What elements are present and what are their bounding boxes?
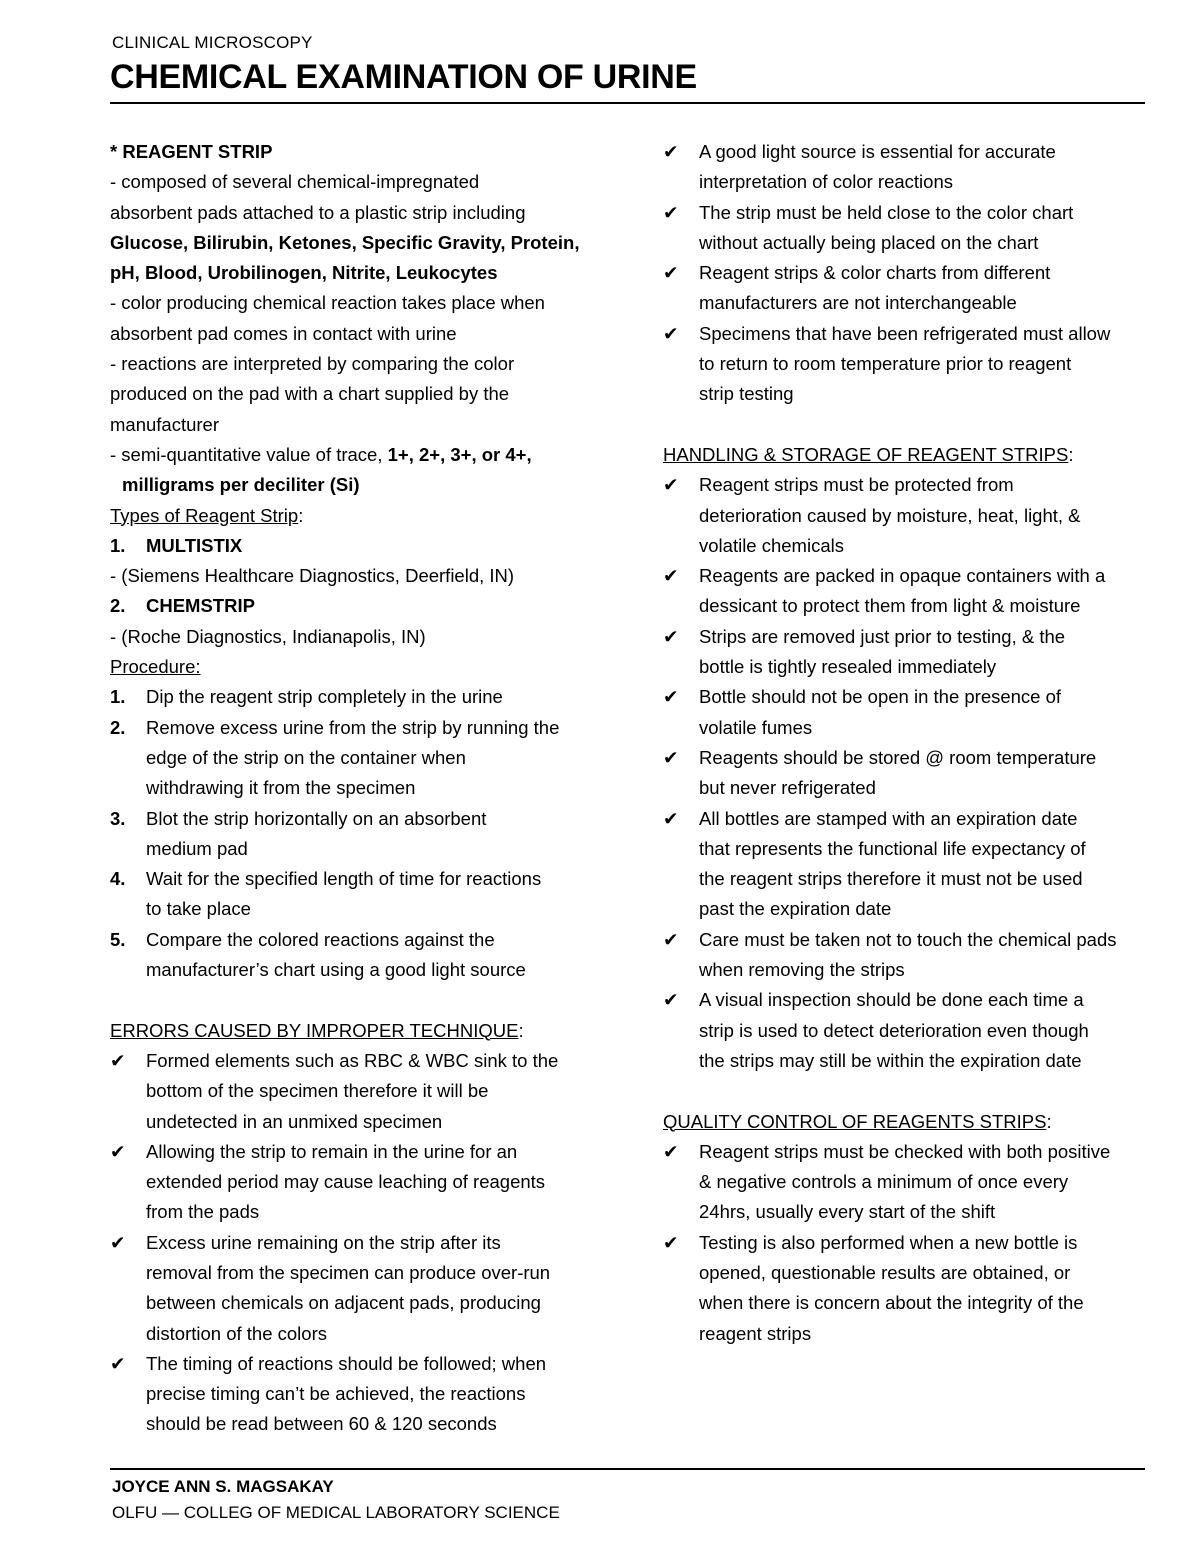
reagent-strip-heading: * REAGENT STRIP [110,141,273,162]
tip-item [663,258,1163,319]
qc-heading-colon: : [1046,1110,1052,1132]
tip-item [663,198,1163,259]
list-number: 5. [110,928,126,950]
tip-item [663,319,1163,410]
procedure-step [110,925,605,986]
list-item-line: past the expiration date [699,898,892,920]
list-item-line: from the pads [146,1201,260,1223]
error-item [110,1349,605,1440]
list-item-line: when removing the strips [699,959,905,981]
list-number: 2. [110,595,126,617]
list-number: 3. [110,807,126,829]
list-item-line: Specimens that have been refrigerated must allow [699,322,1111,344]
list-item-line: to return to room temperature prior to reagent [699,353,1072,375]
reagent-desc-line: - composed of several chemical-impregnated [110,171,480,193]
errors-heading-colon: : [518,1019,524,1041]
errors-heading: ERRORS CAUSED BY IMPROPER TECHNIQUE [110,1019,519,1041]
list-item-line: Reagent strips must be checked with both positive [699,1140,1111,1162]
list-item-line: strip testing [699,383,794,405]
types-heading-colon: : [298,504,304,526]
checkmark-icon: ✔ [110,1231,126,1253]
list-item-line: that represents the functional life expectancy of [699,837,1086,859]
types-heading: Types of Reagent Strip [110,504,299,526]
list-item-line: strip is used to detect deterioration even though [699,1019,1089,1041]
list-item-line: to take place [146,898,251,920]
handling-item [663,622,1163,683]
checkmark-icon: ✔ [663,1231,679,1253]
checkmark-icon: ✔ [663,746,679,768]
list-item-line: manufacturers are not interchangeable [699,292,1017,314]
semi-quantitative-values: 1+, 2+, 3+, or 4+, [387,443,532,465]
strip-type-maker: - (Roche Diagnostics, Indianapolis, IN) [110,625,426,647]
handling-item [663,470,1163,561]
list-item-line: Bottle should not be open in the presence of [699,686,1062,708]
header-divider [110,102,1145,104]
units-line: milligrams per deciliter (Si) [122,474,360,496]
handling-heading-line [663,440,1163,470]
qc-heading: QUALITY CONTROL OF REAGENTS STRIPS [663,1110,1047,1132]
checkmark-icon: ✔ [110,1140,126,1162]
list-item-line: but never refrigerated [699,777,876,799]
qc-item [663,1228,1163,1349]
list-item-line: removal from the specimen can produce over-run [146,1261,551,1283]
list-item-line: between chemicals on adjacent pads, producing [146,1292,541,1314]
semi-quantitative-text: - semi-quantitative value of trace, [110,443,388,465]
procedure-step [110,864,605,925]
list-item-line: Strips are removed just prior to testing, & the [699,625,1066,647]
list-item-line: deterioration caused by moisture, heat, light, & [699,504,1081,526]
list-number: 2. [110,716,126,738]
handling-heading: HANDLING & STORAGE OF REAGENT STRIPS [663,443,1069,465]
list-item-line: bottom of the specimen therefore it will be [146,1080,489,1102]
checkmark-icon: ✔ [663,686,679,708]
strip-type-maker: - (Siemens Healthcare Diagnostics, Deerfield, IN) [110,565,515,587]
checkmark-icon: ✔ [663,989,679,1011]
list-item-line: Excess urine remaining on the strip after its [146,1231,501,1253]
list-item-line: Care must be taken not to touch the chemical pads [699,928,1117,950]
list-item-line: precise timing can’t be achieved, the reactions [146,1383,526,1405]
strip-type-item [110,531,605,561]
reagent-desc-line: manufacturer [110,413,219,435]
strip-type-name: MULTISTIX [146,534,243,556]
error-item [110,1046,605,1137]
list-item-line: manufacturer’s chart using a good light source [146,959,526,981]
list-item-line: Dip the reagent strip completely in the urine [146,686,503,708]
handling-item [663,743,1163,804]
left-column [110,137,605,1440]
error-item [110,1228,605,1349]
reagent-desc-line: absorbent pad comes in contact with urine [110,322,457,344]
handling-item [663,925,1163,986]
list-item-line: A good light source is essential for accurate [699,141,1056,162]
semi-quantitative-line [110,440,605,470]
checkmark-icon: ✔ [663,928,679,950]
spacer [110,985,605,1015]
list-item-line: medium pad [146,837,248,859]
list-item-line: & negative controls a minimum of once every [699,1171,1069,1193]
reagent-desc-line: produced on the pad with a chart supplied by the [110,383,510,405]
list-item-line: Reagents are packed in opaque containers with a [699,565,1106,587]
list-item-line: distortion of the colors [146,1322,327,1344]
list-item-line: volatile chemicals [699,534,844,556]
checkmark-icon: ✔ [663,262,679,284]
checkmark-icon: ✔ [663,807,679,829]
right-column [663,137,1163,1349]
footer-divider [110,1468,1145,1470]
spacer [663,410,1163,440]
handling-item [663,804,1163,925]
qc-item [663,1137,1163,1228]
footer-school: OLFU — COLLEG OF MEDICAL LABORATORY SCIENCE [112,1503,560,1522]
list-number: 4. [110,868,126,890]
reagent-pads-list: Glucose, Bilirubin, Ketones, Specific Gravity, Protein, [110,231,580,253]
list-item-line: Reagents should be stored @ room temperature [699,746,1097,768]
list-item-line: the reagent strips therefore it must not be used [699,868,1083,890]
list-item-line: reagent strips [699,1322,812,1344]
strip-type-item [110,591,605,621]
list-item-line: 24hrs, usually every start of the shift [699,1201,996,1223]
spacer [663,1076,1163,1106]
checkmark-icon: ✔ [663,322,679,344]
reagent-desc-line: - reactions are interpreted by comparing the color [110,353,515,375]
error-item [110,1137,605,1228]
list-item-line: the strips may still be within the expiration date [699,1049,1082,1071]
types-heading-line [110,501,605,531]
checkmark-icon: ✔ [663,474,679,496]
list-item-line: Allowing the strip to remain in the urine for an [146,1140,518,1162]
checkmark-icon: ✔ [110,1049,126,1071]
checkmark-icon: ✔ [663,141,679,162]
list-item-line: extended period may cause leaching of reagents [146,1171,546,1193]
document-title: CHEMICAL EXAMINATION OF URINE [110,58,697,96]
list-item-line: without actually being placed on the chart [699,231,1039,253]
tip-item [663,137,1163,198]
list-item-line: edge of the strip on the container when [146,746,466,768]
list-item-line: volatile fumes [699,716,813,738]
checkmark-icon: ✔ [663,625,679,647]
list-item-line: Formed elements such as RBC & WBC sink to the [146,1049,559,1071]
list-item-line: Reagent strips & color charts from different [699,262,1051,284]
procedure-step [110,713,605,804]
handling-item [663,561,1163,622]
list-item-line: Testing is also performed when a new bottle is [699,1231,1078,1253]
list-item-line: Compare the colored reactions against the [146,928,495,950]
procedure-step [110,682,605,712]
handling-list [663,470,1163,1076]
strip-type-name: CHEMSTRIP [146,595,255,617]
reagent-desc-line: absorbent pads attached to a plastic strip including [110,201,526,223]
list-item-line: interpretation of color reactions [699,171,953,193]
list-item-line: The timing of reactions should be followed; when [146,1352,547,1374]
list-number: 1. [110,534,126,556]
footer-author: JOYCE ANN S. MAGSAKAY [112,1477,334,1496]
procedure-list [110,682,605,985]
handling-item [663,985,1163,1076]
list-item-line: dessicant to protect them from light & moisture [699,595,1081,617]
document-subject: CLINICAL MICROSCOPY [112,33,313,52]
procedure-heading-line [110,652,605,682]
checkmark-icon: ✔ [663,1140,679,1162]
list-item-line: undetected in an unmixed specimen [146,1110,443,1132]
list-item-line: should be read between 60 & 120 seconds [146,1413,497,1435]
list-item-line: withdrawing it from the specimen [146,777,416,799]
list-item-line: when there is concern about the integrity of the [699,1292,1084,1314]
reagent-desc-line: - color producing chemical reaction takes place when [110,292,545,314]
list-item-line: Remove excess urine from the strip by running the [146,716,560,738]
procedure-heading: Procedure: [110,656,201,678]
reagent-pads-list: pH, Blood, Urobilinogen, Nitrite, Leukocytes [110,262,498,284]
checkmark-icon: ✔ [663,565,679,587]
handling-item [663,682,1163,743]
procedure-step [110,804,605,865]
errors-heading-line [110,1016,605,1046]
qc-list [663,1137,1163,1349]
errors-list [110,1046,605,1440]
list-item-line: bottle is tightly resealed immediately [699,656,997,678]
list-item-line: Reagent strips must be protected from [699,474,1014,496]
tips-list [663,137,1163,410]
handling-heading-colon: : [1068,443,1074,465]
checkmark-icon: ✔ [663,201,679,223]
checkmark-icon: ✔ [110,1352,126,1374]
list-item-line: Wait for the specified length of time for reactions [146,868,542,890]
list-item-line: Blot the strip horizontally on an absorbent [146,807,487,829]
list-item-line: opened, questionable results are obtained, or [699,1261,1071,1283]
list-number: 1. [110,686,126,708]
list-item-line: All bottles are stamped with an expiration date [699,807,1078,829]
qc-heading-line [663,1107,1163,1137]
list-item-line: The strip must be held close to the color chart [699,201,1074,223]
list-item-line: A visual inspection should be done each time a [699,989,1084,1011]
